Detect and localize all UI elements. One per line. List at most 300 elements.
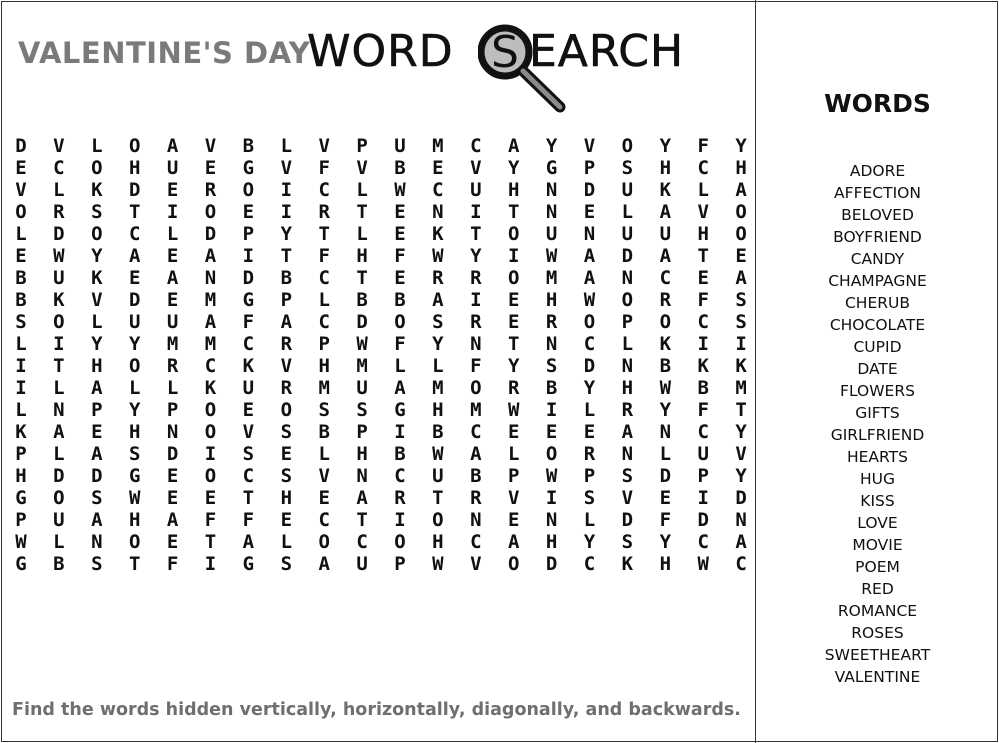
grid-cell[interactable]: R [394,487,406,509]
grid-cell[interactable]: H [735,157,747,179]
grid-cell[interactable]: N [53,399,65,421]
grid-cell[interactable]: O [394,531,406,553]
grid-cell[interactable]: D [735,487,747,509]
grid-cell[interactable]: A [507,531,520,553]
grid-cell[interactable]: E [280,443,293,465]
grid-cell[interactable]: E [15,245,27,267]
grid-cell[interactable]: B [394,289,406,311]
grid-cell[interactable]: L [356,179,368,201]
grid-cell[interactable]: S [356,399,368,421]
grid-cell[interactable]: S [318,399,330,421]
grid-cell[interactable]: P [583,157,596,179]
grid-cell[interactable]: H [91,355,103,377]
grid-cell[interactable]: О [583,311,596,333]
grid-cell[interactable]: T [507,333,520,355]
grid-cell[interactable]: E [394,267,406,289]
grid-cell[interactable]: M [470,399,482,421]
grid-cell[interactable]: K [621,553,634,575]
grid-cell[interactable]: C [432,179,444,201]
grid-cell[interactable]: H [128,421,141,443]
grid-cell[interactable]: E [394,223,406,245]
grid-cell[interactable]: C [659,267,672,289]
grid-cell[interactable]: C [356,531,368,553]
grid-cell[interactable]: B [659,355,672,377]
grid-cell[interactable]: R [280,377,293,399]
grid-cell[interactable]: K [53,289,65,311]
grid-cell[interactable]: U [470,179,482,201]
grid-cell[interactable]: C [394,465,406,487]
grid-cell[interactable]: Y [128,399,141,421]
grid-cell[interactable]: T [280,245,293,267]
grid-cell[interactable]: M [318,377,330,399]
grid-cell[interactable]: U [53,267,65,289]
grid-cell[interactable]: I [470,289,482,311]
grid-cell[interactable]: W [432,553,444,575]
grid-cell[interactable]: S [621,531,634,553]
grid-cell[interactable]: Y [128,333,141,355]
grid-cell[interactable]: D [583,179,596,201]
grid-cell[interactable]: L [432,355,444,377]
grid-cell[interactable]: B [53,553,65,575]
grid-cell[interactable]: L [621,333,634,355]
grid-cell[interactable]: M [204,289,217,311]
grid-cell[interactable]: V [470,157,482,179]
grid-cell[interactable]: I [204,553,217,575]
grid-cell[interactable]: R [507,377,520,399]
grid-cell[interactable]: N [621,267,634,289]
grid-cell[interactable]: A [356,487,368,509]
grid-cell[interactable]: R [621,399,634,421]
grid-cell[interactable]: I [697,333,709,355]
grid-cell[interactable]: C [318,311,330,333]
grid-cell[interactable]: L [507,443,520,465]
grid-cell[interactable]: E [166,487,179,509]
grid-cell[interactable]: U [166,157,179,179]
grid-cell[interactable]: I [545,399,558,421]
grid-cell[interactable]: K [242,355,255,377]
grid-cell[interactable]: F [318,245,330,267]
grid-cell[interactable]: O [280,399,293,421]
grid-cell[interactable]: U [356,377,368,399]
grid-cell[interactable]: P [242,223,255,245]
grid-cell[interactable]: E [545,421,558,443]
grid-cell[interactable]: V [356,157,368,179]
grid-cell[interactable]: V [15,179,27,201]
grid-cell[interactable]: A [621,421,634,443]
grid-cell[interactable]: D [242,267,255,289]
grid-cell[interactable]: E [507,289,520,311]
grid-cell[interactable]: L [91,311,103,333]
grid-cell[interactable]: L [166,377,179,399]
grid-cell[interactable]: A [204,311,217,333]
grid-cell[interactable]: W [697,553,709,575]
grid-cell[interactable]: R [470,267,482,289]
grid-cell[interactable]: Y [470,245,482,267]
grid-cell[interactable]: H [356,443,368,465]
grid-cell[interactable]: K [432,223,444,245]
grid-cell[interactable]: O [507,553,520,575]
grid-cell[interactable]: T [507,201,520,223]
grid-cell[interactable]: R [280,333,293,355]
grid-cell[interactable]: E [394,201,406,223]
grid-cell[interactable]: F [242,311,255,333]
grid-cell[interactable]: W [432,245,444,267]
grid-cell[interactable]: I [394,509,406,531]
grid-cell[interactable]: S [280,421,293,443]
grid-cell[interactable]: N [621,355,634,377]
grid-cell[interactable]: V [280,355,293,377]
grid-cell[interactable]: N [659,421,672,443]
grid-cell[interactable]: C [470,531,482,553]
grid-cell[interactable]: G [15,553,27,575]
grid-cell[interactable]: L [318,289,330,311]
grid-cell[interactable]: Y [659,135,672,157]
grid-cell[interactable]: Y [507,157,520,179]
grid-cell[interactable]: U [53,509,65,531]
grid-cell[interactable]: H [545,289,558,311]
grid-cell[interactable]: I [242,245,255,267]
grid-cell[interactable]: V [242,421,255,443]
grid-cell[interactable]: G [545,157,558,179]
grid-cell[interactable]: V [583,135,596,157]
grid-cell[interactable]: W [53,245,65,267]
grid-cell[interactable]: O [204,399,217,421]
grid-cell[interactable]: D [545,553,558,575]
grid-cell[interactable]: G [242,553,255,575]
grid-cell[interactable]: L [166,223,179,245]
grid-cell[interactable]: B [318,421,330,443]
grid-cell[interactable]: E [204,487,217,509]
grid-cell[interactable]: E [166,179,179,201]
grid-cell[interactable]: N [545,333,558,355]
grid-cell[interactable]: C [204,355,217,377]
grid-cell[interactable]: O [318,531,330,553]
grid-cell[interactable]: M [432,135,444,157]
grid-cell[interactable]: M [735,377,747,399]
grid-cell[interactable]: S [735,311,747,333]
grid-cell[interactable]: E [697,267,709,289]
grid-cell[interactable]: E [166,245,179,267]
grid-cell[interactable]: A [53,421,65,443]
grid-cell[interactable]: V [53,135,65,157]
grid-cell[interactable]: D [15,135,27,157]
grid-cell[interactable]: I [15,355,27,377]
grid-cell[interactable]: I [204,443,217,465]
grid-cell[interactable]: R [166,355,179,377]
grid-cell[interactable]: L [15,333,27,355]
grid-cell[interactable]: C [697,157,709,179]
grid-cell[interactable]: E [507,421,520,443]
grid-cell[interactable]: S [91,487,103,509]
grid-cell[interactable]: B [432,421,444,443]
grid-cell[interactable]: R [470,487,482,509]
grid-cell[interactable]: V [470,553,482,575]
grid-cell[interactable]: P [394,553,406,575]
grid-cell[interactable]: Y [545,135,558,157]
grid-cell[interactable]: T [356,201,368,223]
grid-cell[interactable]: S [280,465,293,487]
grid-cell[interactable]: C [318,179,330,201]
grid-cell[interactable]: S [583,487,596,509]
grid-cell[interactable]: O [128,531,141,553]
grid-cell[interactable]: I [15,377,27,399]
grid-cell[interactable]: L [583,509,596,531]
grid-cell[interactable]: D [204,223,217,245]
grid-cell[interactable]: H [432,399,444,421]
grid-cell[interactable]: L [15,399,27,421]
grid-cell[interactable]: U [128,311,141,333]
grid-cell[interactable]: F [204,509,217,531]
grid-cell[interactable]: V [621,487,634,509]
grid-cell[interactable]: D [128,289,141,311]
grid-cell[interactable]: R [659,289,672,311]
grid-cell[interactable]: L [15,223,27,245]
grid-cell[interactable]: N [470,509,482,531]
grid-cell[interactable]: N [583,223,596,245]
grid-cell[interactable]: O [242,179,255,201]
grid-cell[interactable]: E [318,487,330,509]
grid-cell[interactable]: Y [735,465,747,487]
grid-cell[interactable]: E [507,311,520,333]
grid-cell[interactable]: D [583,355,596,377]
grid-cell[interactable]: E [242,201,255,223]
grid-cell[interactable]: P [621,311,634,333]
grid-cell[interactable]: C [242,465,255,487]
grid-cell[interactable]: I [735,333,747,355]
grid-cell[interactable]: O [735,201,747,223]
grid-cell[interactable]: T [697,245,709,267]
grid-cell[interactable]: L [280,135,293,157]
grid-cell[interactable]: L [53,443,65,465]
grid-cell[interactable]: A [91,509,103,531]
grid-cell[interactable]: O [204,421,217,443]
grid-cell[interactable]: S [15,311,27,333]
grid-cell[interactable]: C [583,333,596,355]
grid-cell[interactable]: U [697,443,709,465]
grid-cell[interactable]: A [166,509,179,531]
grid-cell[interactable]: U [166,311,179,333]
grid-cell[interactable]: P [280,289,293,311]
grid-cell[interactable]: V [280,157,293,179]
grid-cell[interactable]: V [318,465,330,487]
grid-cell[interactable]: W [432,443,444,465]
grid-cell[interactable]: L [356,223,368,245]
grid-cell[interactable]: I [280,179,293,201]
grid-cell[interactable]: P [507,465,520,487]
grid-cell[interactable]: A [91,377,103,399]
grid-cell[interactable]: L [53,531,65,553]
grid-cell[interactable]: P [15,443,27,465]
grid-cell[interactable]: H [621,377,634,399]
grid-cell[interactable]: S [432,311,444,333]
grid-cell[interactable]: N [545,201,558,223]
grid-cell[interactable]: S [242,443,255,465]
grid-cell[interactable]: N [356,465,368,487]
grid-cell[interactable]: W [15,531,27,553]
grid-cell[interactable]: W [583,289,596,311]
grid-cell[interactable]: S [91,553,103,575]
grid-cell[interactable]: K [659,333,672,355]
grid-cell[interactable]: B [242,135,255,157]
grid-cell[interactable]: S [621,157,634,179]
grid-cell[interactable]: I [470,201,482,223]
grid-cell[interactable]: F [166,553,179,575]
grid-cell[interactable]: B [356,289,368,311]
grid-cell[interactable]: B [545,377,558,399]
grid-cell[interactable]: R [432,267,444,289]
grid-cell[interactable]: E [15,157,27,179]
grid-cell[interactable]: U [356,553,368,575]
grid-cell[interactable]: E [166,531,179,553]
grid-cell[interactable]: M [432,377,444,399]
grid-cell[interactable]: F [697,399,709,421]
grid-cell[interactable]: P [583,465,596,487]
grid-cell[interactable]: P [356,421,368,443]
grid-cell[interactable]: H [545,531,558,553]
grid-cell[interactable]: U [621,223,634,245]
grid-cell[interactable]: O [91,223,103,245]
grid-cell[interactable]: N [470,333,482,355]
grid-cell[interactable]: V [735,443,747,465]
grid-cell[interactable]: H [432,531,444,553]
grid-cell[interactable]: A [394,377,406,399]
grid-cell[interactable]: N [166,421,179,443]
grid-cell[interactable]: S [128,443,141,465]
grid-cell[interactable]: O [507,267,520,289]
grid-cell[interactable]: T [432,487,444,509]
grid-cell[interactable]: F [697,289,709,311]
grid-cell[interactable]: C [53,157,65,179]
grid-cell[interactable]: H [659,553,672,575]
grid-cell[interactable]: A [735,179,747,201]
grid-cell[interactable]: O [128,135,141,157]
grid-cell[interactable]: T [470,223,482,245]
grid-cell[interactable]: U [659,223,672,245]
grid-cell[interactable]: A [166,135,179,157]
grid-cell[interactable]: D [53,465,65,487]
grid-cell[interactable]: E [735,245,747,267]
grid-cell[interactable]: A [242,531,255,553]
grid-cell[interactable]: Y [432,333,444,355]
grid-cell[interactable]: C [318,509,330,531]
grid-cell[interactable]: O [394,311,406,333]
grid-cell[interactable]: A [318,553,330,575]
grid-cell[interactable]: V [507,487,520,509]
grid-cell[interactable]: T [318,223,330,245]
grid-cell[interactable]: N [735,509,747,531]
grid-cell[interactable]: A [432,289,444,311]
grid-cell[interactable]: O [204,201,217,223]
grid-cell[interactable]: A [735,531,747,553]
grid-cell[interactable]: O [621,289,634,311]
grid-cell[interactable]: G [15,487,27,509]
grid-cell[interactable]: B [394,157,406,179]
grid-cell[interactable]: F [470,355,482,377]
grid-cell[interactable]: C [470,135,482,157]
grid-cell[interactable]: U [545,223,558,245]
grid-cell[interactable]: P [356,135,368,157]
grid-cell[interactable]: Y [735,135,747,157]
grid-cell[interactable]: M [166,333,179,355]
grid-cell[interactable]: A [659,245,672,267]
grid-cell[interactable]: W [507,399,520,421]
grid-cell[interactable]: F [394,333,406,355]
grid-cell[interactable]: U [621,179,634,201]
grid-cell[interactable]: H [697,223,709,245]
grid-cell[interactable]: H [128,509,141,531]
grid-cell[interactable]: W [128,487,141,509]
grid-cell[interactable]: B [15,289,27,311]
grid-cell[interactable]: A [659,201,672,223]
grid-cell[interactable]: O [204,465,217,487]
grid-cell[interactable]: L [583,399,596,421]
grid-cell[interactable]: E [128,267,141,289]
grid-cell[interactable]: C [128,223,141,245]
grid-cell[interactable]: I [545,487,558,509]
grid-cell[interactable]: E [204,157,217,179]
grid-cell[interactable]: S [621,465,634,487]
grid-cell[interactable]: A [583,267,596,289]
grid-cell[interactable]: N [91,531,103,553]
grid-cell[interactable]: K [204,377,217,399]
grid-cell[interactable]: O [432,509,444,531]
grid-cell[interactable]: D [128,179,141,201]
grid-cell[interactable]: E [583,421,596,443]
grid-cell[interactable]: E [280,509,293,531]
grid-cell[interactable]: T [128,201,141,223]
grid-cell[interactable]: A [507,135,520,157]
grid-cell[interactable]: I [166,201,179,223]
grid-cell[interactable]: W [545,245,558,267]
grid-cell[interactable]: E [659,487,672,509]
grid-cell[interactable]: K [91,267,103,289]
grid-cell[interactable]: I [280,201,293,223]
grid-cell[interactable]: L [53,179,65,201]
grid-cell[interactable]: T [356,267,368,289]
grid-cell[interactable]: C [697,421,709,443]
grid-cell[interactable]: H [15,465,27,487]
grid-cell[interactable]: L [128,377,141,399]
grid-cell[interactable]: H [507,179,520,201]
grid-cell[interactable]: T [356,509,368,531]
grid-cell[interactable]: L [697,179,709,201]
grid-cell[interactable]: H [280,487,293,509]
grid-cell[interactable]: D [356,311,368,333]
grid-cell[interactable]: P [318,333,330,355]
grid-cell[interactable]: Y [91,333,103,355]
grid-cell[interactable]: O [128,355,141,377]
grid-cell[interactable]: E [166,289,179,311]
grid-cell[interactable]: D [621,509,634,531]
grid-cell[interactable]: D [659,465,672,487]
grid-cell[interactable]: P [697,465,709,487]
grid-cell[interactable]: T [128,553,141,575]
grid-cell[interactable]: Y [659,399,672,421]
grid-cell[interactable]: O [53,487,65,509]
grid-cell[interactable]: G [242,289,255,311]
grid-cell[interactable]: Y [91,245,103,267]
grid-cell[interactable]: V [204,135,217,157]
grid-cell[interactable]: C [735,553,747,575]
grid-cell[interactable]: U [432,465,444,487]
grid-cell[interactable]: L [318,443,330,465]
grid-cell[interactable]: D [91,465,103,487]
grid-cell[interactable]: E [583,201,596,223]
grid-cell[interactable]: E [166,465,179,487]
grid-cell[interactable]: N [204,267,217,289]
grid-cell[interactable]: N [545,509,558,531]
grid-cell[interactable]: T [53,355,65,377]
